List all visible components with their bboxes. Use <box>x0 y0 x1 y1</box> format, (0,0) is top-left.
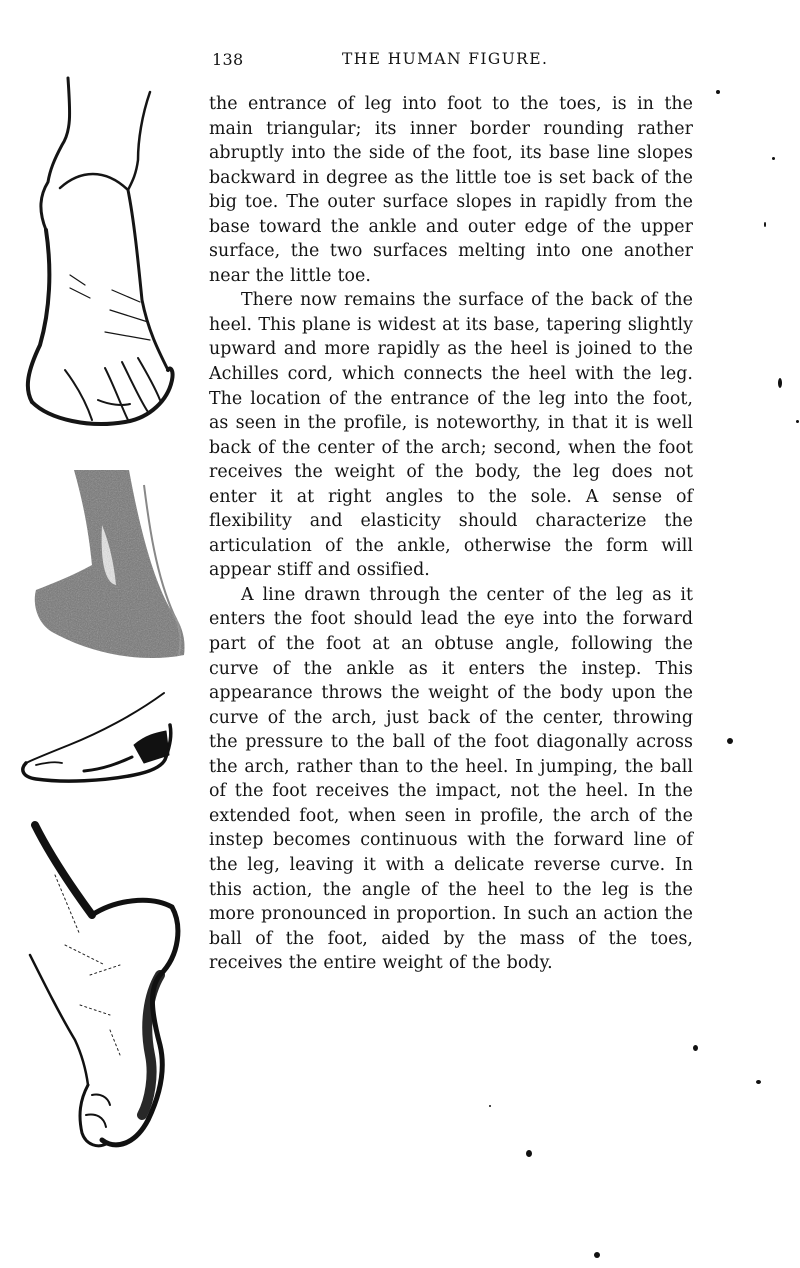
running-header <box>212 50 592 72</box>
foot-front-view-illustration <box>10 70 185 440</box>
scan-speck <box>778 378 782 388</box>
foot-profile-illustration <box>14 685 174 795</box>
paragraph-3: A line drawn through the center of the leg as it enters the foot should lead the eye into the forward part of the foot at an obtuse angle, following the curve of the ankle as it enters the instep. This appearance throws the weight of the body upon the curve of the arch, just back of the center, throwing the pressure to the ball of the foot diagonally across the arch, rather than to the heel. In jumping, the ball of the foot receives the impact, not the heel. In the extended foot, when seen in profile, the arch of the instep becomes continuous with the forward line of the leg, leaving it with a delicate reverse curve. In this action, the angle of the heel to the leg is the more pronounced in proportion. In such an action the ball of the foot, aided by the mass of the toes, receives the entire weight of the body. <box>209 584 693 974</box>
scan-speck <box>594 1252 600 1258</box>
paragraph-2: There now remains the surface of the back of the heel. This plane is widest at its base, tapering slightly upward and more rapidly as the heel is joined to the Achilles cord, which connects the heel with the leg. The location of the entrance of the leg into the foot, as seen in the profile, is noteworthy, in that it is well back of the center of the arch; second, when the foot receives the weight of the body, the leg does not enter it at right angles to the sole. A sense of flexibility and elasticity should characterize the articulation of the ankle, otherwise the form will appear stiff and ossified. <box>209 290 693 581</box>
scan-speck <box>727 738 733 744</box>
body-text <box>209 92 693 976</box>
running-title: THE HUMAN FIGURE. <box>342 50 549 68</box>
foot-profile-icon <box>14 685 174 795</box>
scan-speck <box>489 1105 491 1107</box>
paragraph-1: the entrance of leg into foot to the toes, is in the main triangular; its inner border rounding rather abruptly into the side of the foot, its base line slopes backward in degree as the little toe is set back of the big toe. The outer surface slopes in rapidly from the base toward the ankle and outer edge of the upper surface, the two surfaces melting into one another near the little toe. <box>209 94 693 286</box>
scan-speck <box>796 420 799 423</box>
foot-front-view-icon <box>10 70 185 440</box>
scan-speck <box>716 90 720 94</box>
heel-back-view-icon <box>14 465 189 665</box>
foot-extended-icon <box>20 815 185 1155</box>
heel-back-view-illustration <box>14 465 189 665</box>
foot-extended-illustration <box>20 815 185 1155</box>
scan-speck <box>526 1150 532 1157</box>
scan-speck <box>764 222 766 227</box>
page-number: 138 <box>212 50 244 69</box>
scan-speck <box>756 1080 761 1084</box>
scan-speck <box>693 1045 698 1051</box>
scan-speck <box>772 157 775 160</box>
